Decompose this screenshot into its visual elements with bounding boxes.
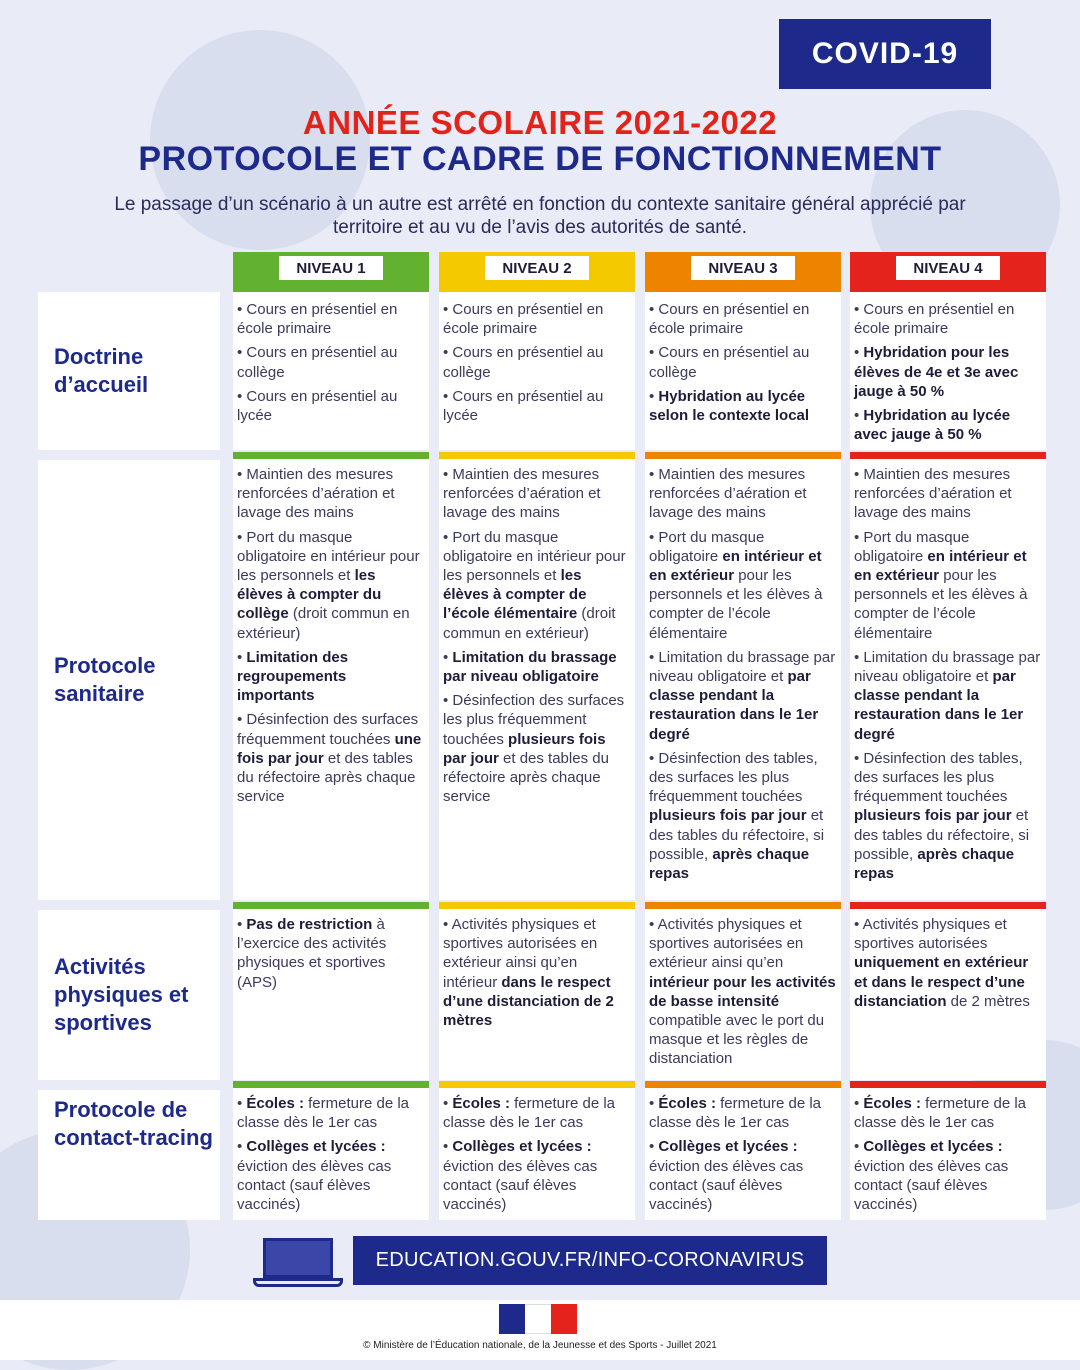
copyright: © Ministère de l’Éducation nationale, de la Jeunesse et des Sports - Juillet 2021 (363, 1340, 717, 1351)
bullet-item: • Cours en présentiel en école primaire (649, 301, 810, 338)
cell-contact-level-1 (233, 1081, 429, 1220)
bullet-item: • Désinfection des tables, des surfaces les plus fréquemment touchées plusieurs fois par jour et des tables du réfectoire, si possible, après chaque repas (854, 749, 1030, 883)
bullet-item: • Cours en présentiel en école primaire (237, 301, 398, 338)
bullet-item: • Cours en présentiel au lycée (443, 387, 604, 425)
bullet-item: • Écoles : fermeture de la classe dès le 1er cas (649, 1095, 822, 1132)
bullet-item: • Cours en présentiel au lycée (237, 387, 398, 425)
bullet-item: • Port du masque obligatoire en intérieur et en extérieur pour les personnels et les élèves à compter de l’école élémentaire (649, 528, 823, 642)
cell-sanitary-level-3 (645, 452, 841, 900)
bullet-item: • Collèges et lycées : éviction des élèves cas contact (sauf élèves vaccinés) (443, 1138, 598, 1214)
cell-contact-level-2 (439, 1081, 635, 1220)
bullet-item: • Désinfection des surfaces fréquemment touchées une fois par jour et des tables du réfectoire après chaque service (237, 711, 422, 806)
bullet-item: • Activités physiques et sportives autorisées en extérieur ainsi qu’en intérieur pour les activités de basse intensité compatible avec le port du masque et les règles de distanciation (649, 916, 836, 1068)
row-label-contact-tracing: Protocole de contact-tracing (38, 1090, 220, 1220)
title-school-year: ANNÉE SCOLAIRE 2021-2022 (302, 104, 778, 141)
title-protocol: PROTOCOLE ET CADRE DE FONCTIONNEMENT (138, 140, 942, 178)
cell-sanitary-level-4 (850, 452, 1046, 900)
level-3-header (645, 252, 841, 292)
level-1-header (233, 252, 429, 292)
level-2-header (439, 252, 635, 292)
republique-francaise-logo (499, 1304, 577, 1334)
row-label-doctrine: Doctrine d’accueil (38, 292, 220, 450)
level-4-header (850, 252, 1046, 292)
cell-sports-level-1 (233, 902, 429, 1080)
bullet-item: • Collèges et lycées : éviction des élèves cas contact (sauf élèves vaccinés) (854, 1138, 1009, 1214)
bullet-item: • Limitation du brassage par niveau obligatoire et par classe pendant la restauration dans le 1er degré (854, 648, 1041, 743)
bullet-item: • Pas de restriction à l’exercice des activités physiques et sportives (APS) (237, 916, 387, 991)
bullet-item: • Collèges et lycées : éviction des élèves cas contact (sauf élèves vaccinés) (649, 1138, 804, 1214)
bullet-item: • Port du masque obligatoire en intérieur pour les personnels et les élèves à compter du collège (droit commun en extérieur) (237, 528, 420, 642)
level-3-label: NIVEAU 3 (691, 256, 795, 280)
subtitle: Le passage d’un scénario à un autre est arrêté en fonction du contexte sanitaire général apprécié par territoire et au vu de l’avis des autorités de santé. (114, 194, 966, 238)
bullet-item: • Limitation du brassage par niveau obligatoire et par classe pendant la restauration dans le 1er degré (649, 648, 836, 743)
bullet-item: • Hybridation au lycée selon le contexte local (649, 387, 810, 425)
bullet-item: • Limitation du brassage par niveau obligatoire (443, 648, 617, 686)
bullet-item: • Cours en présentiel au collège (443, 344, 604, 381)
bullet-item: • Maintien des mesures renforcées d’aération et lavage des mains (443, 466, 601, 522)
bullet-item: • Port du masque obligatoire en intérieur pour les personnels et les élèves à compter de l’école élémentaire (droit commun en extérieur) (443, 528, 626, 642)
cell-sanitary-level-1 (233, 452, 429, 900)
cell-sanitary-level-2 (439, 452, 635, 900)
bullet-item: • Maintien des mesures renforcées d’aération et lavage des mains (649, 466, 807, 522)
bullet-item: • Écoles : fermeture de la classe dès le 1er cas (237, 1095, 410, 1132)
cell-doctrine-level-4 (850, 292, 1046, 450)
cell-doctrine-level-2 (439, 292, 635, 450)
level-4-label: NIVEAU 4 (896, 256, 1000, 280)
cell-sports-level-2 (439, 902, 635, 1080)
bullet-item: • Collèges et lycées : éviction des élèves cas contact (sauf élèves vaccinés) (237, 1138, 392, 1214)
bullet-item: • Cours en présentiel au collège (649, 344, 810, 381)
covid-badge: COVID-19 (779, 19, 991, 89)
bullet-item: • Cours en présentiel au collège (237, 344, 398, 381)
row-label-sanitary: Protocole sanitaire (38, 460, 220, 900)
row-label-sports: Activités physiques et sportives (38, 910, 220, 1080)
cell-doctrine-level-3 (645, 292, 841, 450)
bullet-item: • Activités physiques et sportives autorisées en extérieur ainsi qu’en intérieur dans le respect d’une distanciation de 2 mètres (443, 916, 614, 1030)
cell-sports-level-4 (850, 902, 1046, 1080)
cell-contact-level-4 (850, 1081, 1046, 1220)
bullet-item: • Désinfection des tables, des surfaces les plus fréquemment touchées plusieurs fois par jour et des tables du réfectoire, si possible, après chaque repas (649, 749, 825, 883)
bullet-item: • Écoles : fermeture de la classe dès le 1er cas (443, 1095, 616, 1132)
bullet-item: • Cours en présentiel en école primaire (443, 301, 604, 338)
cell-sports-level-3 (645, 902, 841, 1080)
bullet-item: • Écoles : fermeture de la classe dès le 1er cas (854, 1095, 1027, 1132)
bullet-item: • Maintien des mesures renforcées d’aération et lavage des mains (854, 466, 1012, 522)
bullet-item: • Activités physiques et sportives autorisées uniquement en extérieur et dans le respect d’une distanciation de 2 mètres (854, 916, 1030, 1010)
level-1-label: NIVEAU 1 (279, 256, 383, 280)
cell-contact-level-3 (645, 1081, 841, 1220)
bullet-item: • Hybridation au lycée avec jauge à 50 % (854, 407, 1011, 444)
bullet-item: • Port du masque obligatoire en intérieur et en extérieur pour les personnels et les élèves à compter de l’école élémentaire (854, 528, 1028, 642)
bullet-item: • Limitation des regroupements importants (237, 648, 349, 705)
bullet-item: • Désinfection des surfaces les plus fréquemment touchées plusieurs fois par jour et des tables du réfectoire après chaque service (443, 692, 625, 806)
bullet-item: • Maintien des mesures renforcées d’aération et lavage des mains (237, 466, 395, 522)
bullet-item: • Hybridation pour les élèves de 4e et 3e avec jauge à 50 % (854, 344, 1019, 400)
cell-doctrine-level-1 (233, 292, 429, 450)
laptop-icon (253, 1238, 343, 1288)
level-2-label: NIVEAU 2 (485, 256, 589, 280)
bullet-item: • Cours en présentiel en école primaire (854, 301, 1015, 338)
info-url-link[interactable]: EDUCATION.GOUV.FR/INFO-CORONAVIRUS (353, 1236, 827, 1285)
